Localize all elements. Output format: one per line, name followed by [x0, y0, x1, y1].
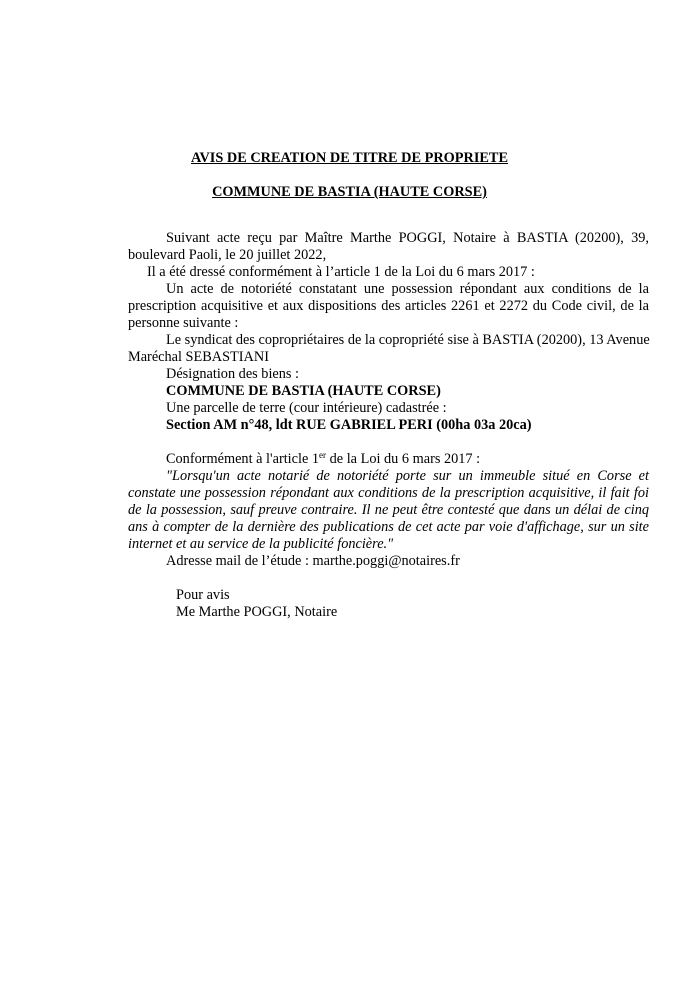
paragraph-dresse: Il a été dressé conformément à l’article 1 de la Loi du 6 mars 2017 :	[147, 264, 535, 280]
signature-notaire: Me Marthe POGGI, Notaire	[176, 604, 338, 620]
paragraph-notoriete-line3: personne suivante :	[128, 315, 239, 331]
paragraph-syndicat-line1: Le syndicat des copropriétaires de la copropriété sise à BASTIA (20200), 13 Avenue	[166, 332, 650, 348]
section-cadastrale: Section AM n°48, ldt RUE GABRIEL PERI (00ha 03a 20ca)	[166, 417, 532, 433]
email-line: Adresse mail de l’étude : marthe.poggi@notaires.fr	[166, 553, 460, 569]
quote-line1: "Lorsqu'un acte notarié de notoriété porte sur un immeuble situé en Corse et	[166, 468, 649, 484]
notice-title: AVIS DE CREATION DE TITRE DE PROPRIETE	[191, 150, 508, 166]
paragraph-acte-line2: boulevard Paoli, le 20 juillet 2022,	[128, 247, 327, 263]
parcelle-intro: Une parcelle de terre (cour intérieure) cadastrée :	[166, 400, 447, 416]
commune-heading: COMMUNE DE BASTIA (HAUTE CORSE)	[212, 184, 487, 200]
quote-line3: de la possession, sauf preuve contraire. Il ne peut être contesté que dans un délai de cinq	[128, 502, 649, 518]
conformement-line	[166, 451, 480, 468]
quote-line5: internet et au service de la publicité foncière."	[128, 536, 394, 552]
commune-designation: COMMUNE DE BASTIA (HAUTE CORSE)	[166, 383, 441, 399]
quote-line2: constate une possession répondant aux conditions de la prescription acquisitive, il fait foi	[128, 485, 649, 501]
signature-pour-avis: Pour avis	[176, 587, 230, 603]
conformement-after: de la Loi du 6 mars 2017 :	[326, 451, 481, 467]
paragraph-notoriete-line2: prescription acquisitive et aux dispositions des articles 2261 et 2272 du Code civil, de la	[128, 298, 649, 314]
paragraph-syndicat-line2: Maréchal SEBASTIANI	[128, 349, 269, 365]
quote-line4: ans à compter de la dernière des publications de cet acte par voie d'affichage, sur un site	[128, 519, 649, 535]
designation-label: Désignation des biens :	[166, 366, 300, 382]
conformement-sup: er	[319, 450, 327, 460]
conformement-before: Conformément à l'article 1	[166, 451, 320, 467]
paragraph-acte-line1: Suivant acte reçu par Maître Marthe POGGI, Notaire à BASTIA (20200), 39,	[166, 230, 649, 246]
paragraph-notoriete-line1: Un acte de notoriété constatant une possession répondant aux conditions de la	[166, 281, 649, 297]
